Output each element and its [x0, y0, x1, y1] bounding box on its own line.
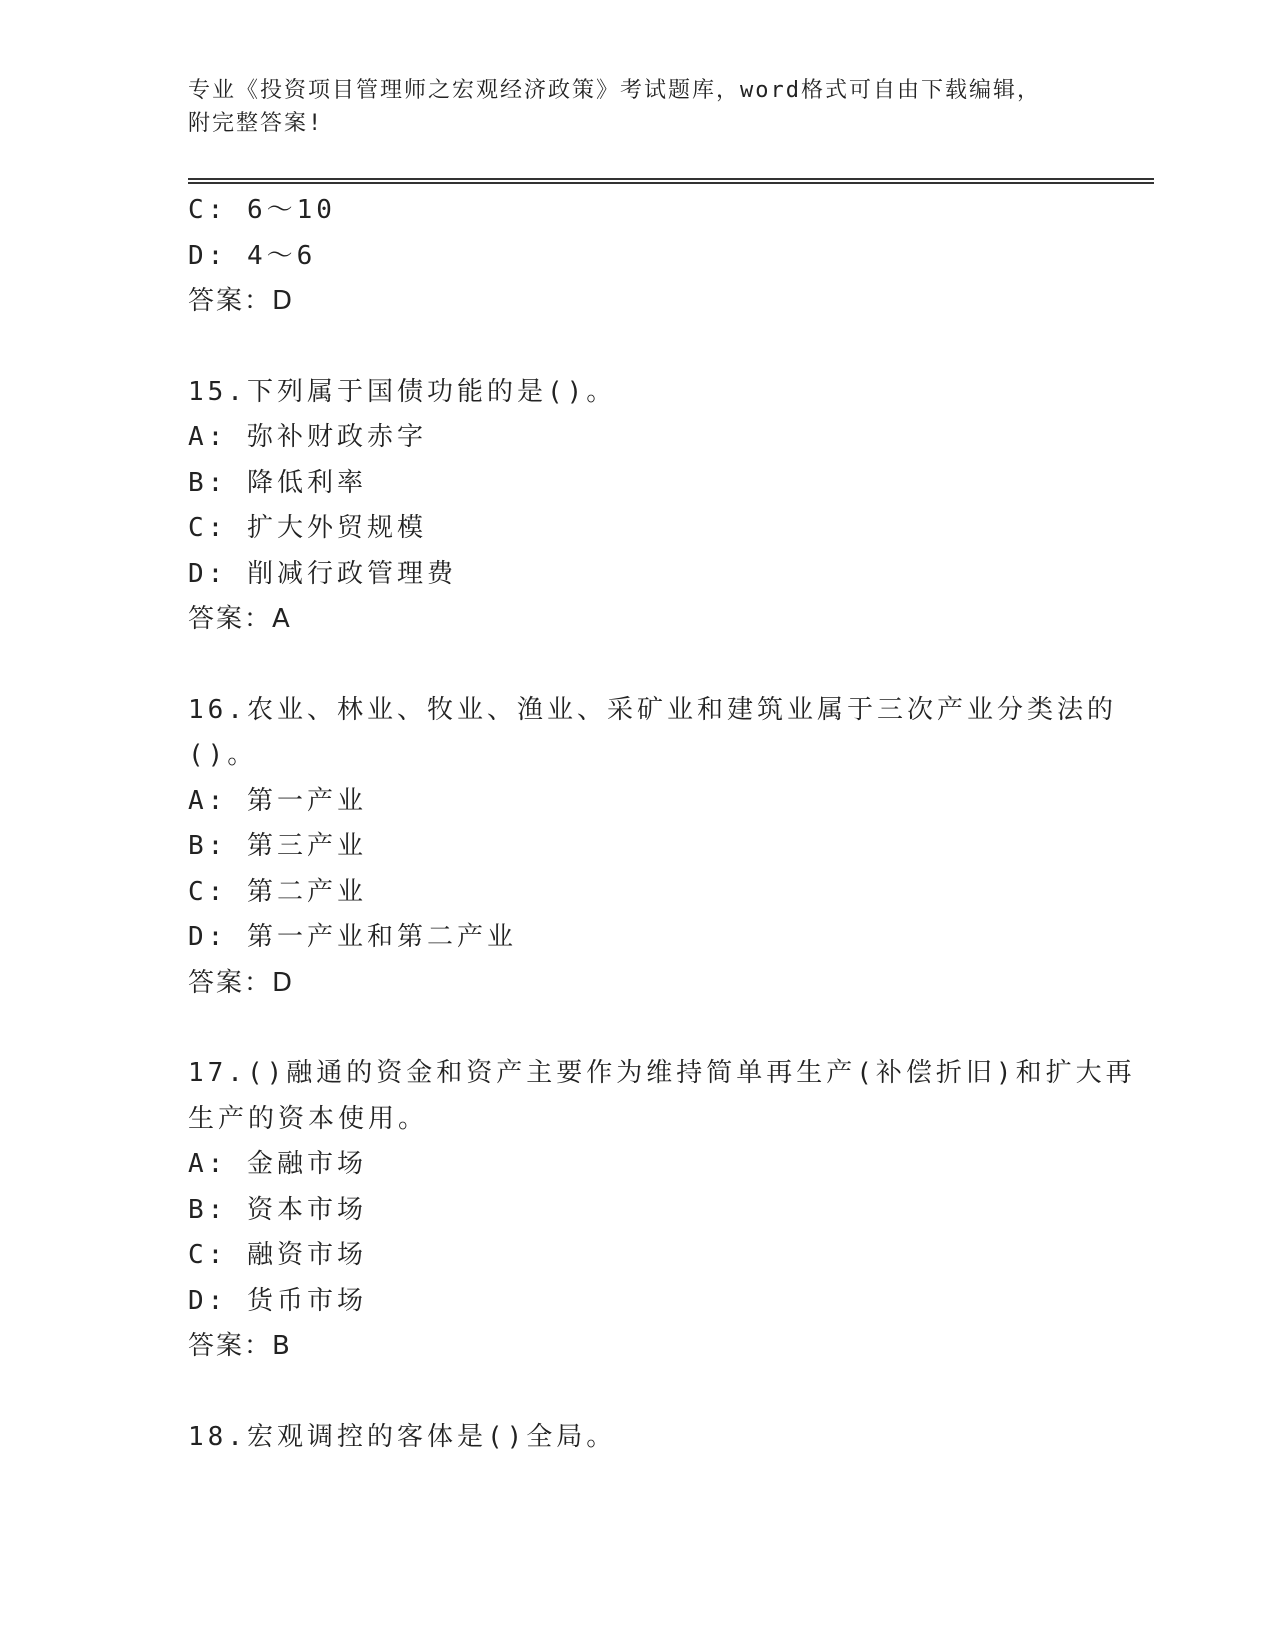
answer-line: 答案：A	[188, 604, 292, 634]
question-15	[188, 370, 1088, 643]
option-c: C: 6～10	[188, 195, 336, 225]
header-divider-top	[188, 178, 1154, 180]
option-a: A: 弥补财政赤字	[188, 422, 427, 452]
document-header	[188, 74, 1088, 140]
option-c: C: 融资市场	[188, 1240, 367, 1270]
option-a: A: 金融市场	[188, 1149, 367, 1179]
option-b: B: 第三产业	[188, 831, 367, 861]
spacer	[188, 643, 1088, 688]
question-title-line-1: 16.农业、林业、牧业、渔业、采矿业和建筑业属于三次产业分类法的	[188, 694, 1117, 725]
question-title-line-2: 生产的资本使用。	[188, 1103, 429, 1134]
question-title-line-2: ()。	[188, 740, 258, 770]
question-title: 15.下列属于国债功能的是()。	[188, 376, 617, 407]
option-d: D: 货币市场	[188, 1285, 367, 1316]
option-c: C: 第二产业	[188, 876, 367, 907]
answer-line: 答案：D	[188, 967, 295, 998]
question-content	[188, 188, 1136, 1460]
question-title: 18.宏观调控的客体是()全局。	[188, 1421, 617, 1452]
previous-question-tail	[188, 188, 1088, 325]
header-line-2: 附完整答案!	[188, 111, 324, 136]
option-d: D: 4～6	[188, 240, 317, 271]
question-17	[188, 1051, 1136, 1370]
spacer	[188, 1370, 1088, 1415]
question-18	[188, 1415, 1088, 1461]
spacer	[188, 1006, 1088, 1051]
option-b: B: 降低利率	[188, 467, 367, 498]
option-d: D: 削减行政管理费	[188, 558, 457, 589]
option-c: C: 扩大外贸规模	[188, 513, 427, 543]
question-title-line-1: 17.()融通的资金和资产主要作为维持简单再生产(补偿折旧)和扩大再	[188, 1058, 1136, 1088]
answer-line: 答案：B	[188, 1331, 292, 1361]
spacer	[188, 325, 1088, 370]
option-a: A: 第一产业	[188, 785, 367, 816]
header-divider-bottom	[188, 182, 1154, 184]
header-line-1: 专业《投资项目管理师之宏观经济政策》考试题库，word格式可自由下载编辑，	[188, 78, 1041, 103]
question-16	[188, 688, 1117, 1007]
answer-line: 答案：D	[188, 286, 295, 316]
option-d: D: 第一产业和第二产业	[188, 922, 517, 952]
option-b: B: 资本市场	[188, 1194, 367, 1225]
